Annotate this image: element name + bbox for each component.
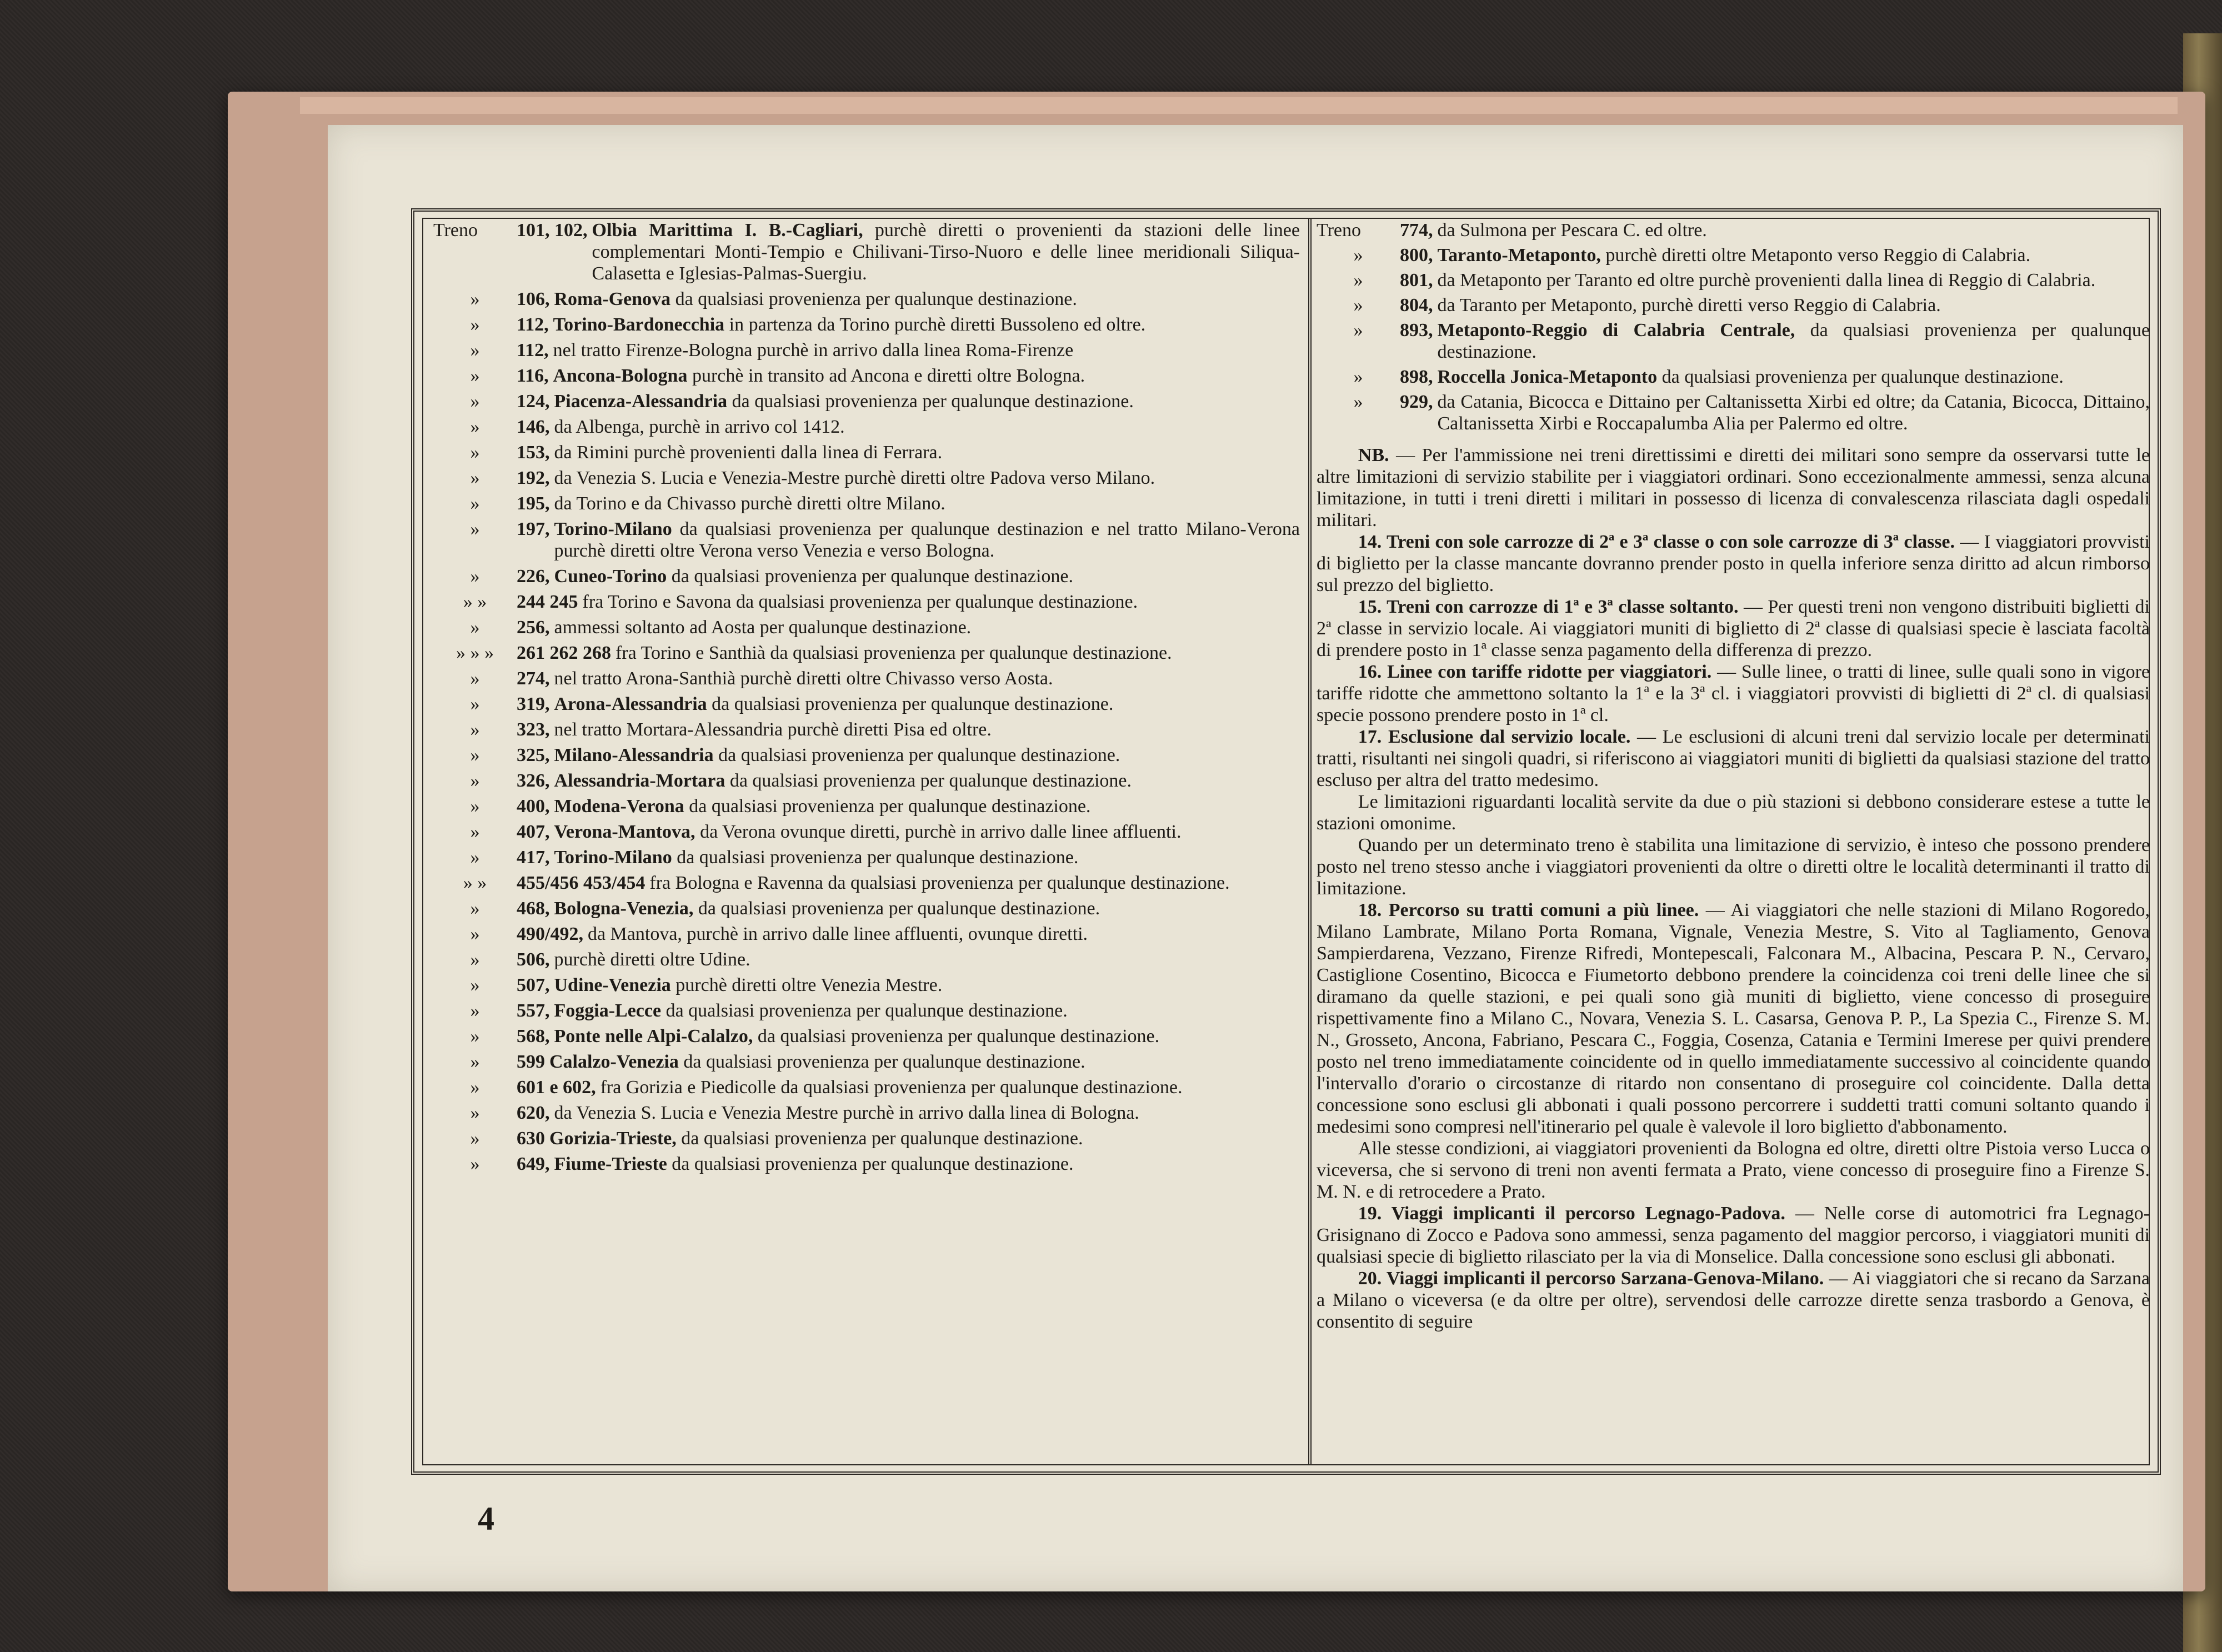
note-title: 14. Treni con sole carrozze di 2ª e 3ª classe o con sole carrozze di 3ª classe. (1358, 532, 1955, 552)
train-number: 568, (517, 1026, 550, 1047)
entry-description: da qualsiasi provenienza per qualunque destinazione. (678, 1052, 1085, 1072)
entry-lead: » (1353, 320, 1363, 341)
train-number: 261 262 268 (517, 643, 611, 663)
right-column-entries (1317, 219, 2150, 434)
entry-description: da Albenga, purchè in arrivo col 1412. (554, 417, 845, 437)
train-number: 319, (517, 694, 550, 714)
entry-description: da Catania, Bicocca e Dittaino per Caltanissetta Xirbi ed oltre; da Catania, Bicocca, Dittaino, Caltanissetta Xirbi e Roccapalumba Alia per Palermo ed oltre. (1437, 392, 2150, 434)
timetable-entry (433, 339, 1300, 361)
entry-description: da qualsiasi provenienza per qualunque destinazione. (713, 745, 1120, 765)
note-paragraph (1317, 899, 2150, 1138)
entry-text (554, 391, 1300, 412)
entry-description: da qualsiasi provenienza per qualunque destinazione. (667, 566, 1073, 587)
entry-lead: » » » (456, 643, 494, 663)
entry-text (649, 872, 1300, 894)
entry-description: ammessi soltanto ad Aosta per qualunque destinazione. (554, 617, 972, 638)
entry-description: purchè diretti oltre Udine. (554, 949, 750, 970)
timetable-entry (433, 1153, 1300, 1175)
entry-text (592, 219, 1300, 284)
route-name: Milano-Alessandria (554, 745, 714, 765)
entry-text (554, 898, 1300, 919)
entry-text (554, 565, 1300, 587)
entry-text (554, 1153, 1300, 1175)
entry-lead: » (470, 417, 480, 437)
timetable-entry (433, 744, 1300, 766)
train-number: 226, (517, 566, 550, 587)
timetable-entry (433, 1025, 1300, 1047)
timetable-entry (433, 314, 1300, 336)
entry-description: da qualsiasi provenienza per qualunque destinazione. (670, 289, 1077, 309)
entry-description: fra Torino e Santhià da qualsiasi provenienza per qualunque destinazione. (615, 643, 1172, 663)
train-number: 106, (517, 289, 550, 309)
entry-lead: » (470, 975, 480, 995)
entry-lead: » » (463, 592, 487, 612)
train-number: 112, (517, 340, 549, 361)
route-name: Olbia Marittima I. B.-Cagliari, (592, 220, 863, 241)
entry-description: da qualsiasi provenienza per qualunque destinazione. (1437, 320, 2150, 362)
train-number: 455/456 453/454 (517, 873, 645, 893)
route-name: Taranto-Metaponto, (1437, 245, 1601, 266)
timetable-entry (433, 518, 1300, 562)
note-paragraph (1317, 661, 2150, 726)
entry-description: da qualsiasi provenienza per qualunque destinazione. (725, 770, 1132, 791)
entry-lead: » (470, 1077, 480, 1098)
train-number: 929, (1400, 392, 1433, 412)
entry-description: da Mantova, purchè in arrivo dalle linee affluenti, ovunque diretti. (587, 924, 1088, 944)
entry-text (583, 591, 1300, 613)
left-column (433, 219, 1300, 1179)
note-text: — Ai viaggiatori che si recano da Sarzana a Milano o viceversa (e da oltre per oltre), servendosi delle carrozze dirette senza trasbordo a Genova, è consentito di seguire (1317, 1268, 2150, 1332)
timetable-entry (433, 493, 1300, 514)
note-paragraph (1317, 1138, 2150, 1203)
entry-description: da qualsiasi provenienza per qualunque destinazione. (707, 694, 1114, 714)
entry-lead: » (1353, 295, 1363, 316)
entry-text (554, 974, 1300, 996)
timetable-entry (433, 391, 1300, 412)
route-name: Foggia-Lecce (554, 1000, 662, 1021)
entry-lead: » (470, 468, 480, 488)
entry-description: da qualsiasi provenienza per qualunque destinazione. (753, 1026, 1160, 1047)
train-number: 112, (517, 314, 549, 335)
entry-description: in partenza da Torino purchè diretti Bussoleno ed oltre. (724, 314, 1146, 335)
entry-text (554, 949, 1300, 970)
train-number: 774, (1400, 220, 1433, 241)
entry-text (588, 923, 1300, 945)
entry-lead: » (470, 519, 480, 539)
entry-description: purchè in transito ad Ancona e diretti oltre Bologna. (687, 366, 1085, 386)
entry-text (554, 442, 1300, 463)
entry-description: nel tratto Mortara-Alessandria purchè diretti Pisa ed oltre. (554, 719, 992, 740)
entry-text (554, 719, 1300, 740)
route-name: Torino-Bardonecchia (553, 314, 725, 335)
timetable-entry (433, 847, 1300, 868)
entry-lead: » (470, 745, 480, 765)
entry-description: da qualsiasi provenienza per qualunque destinazione. (727, 391, 1134, 412)
entry-lead: » (470, 340, 480, 361)
train-number: 468, (517, 898, 550, 919)
route-name: Piacenza-Alessandria (554, 391, 728, 412)
entry-text (554, 1025, 1300, 1047)
note-text: — Per l'ammissione nei treni direttissimi e diretti dei militari sono sempre da osservarsi tutte le altre limitazioni di servizio stabilite per i viaggiatori ordinari. Sono eccezionalmente ammessi, senza alcuna limitazione, in tutti i treni diretti i militari in possesso di licenza di convalescenza rilasciata dagli ospedali militari. (1317, 445, 2150, 530)
entry-text (554, 1102, 1300, 1124)
train-number: 800, (1400, 245, 1433, 266)
timetable-entry (1317, 269, 2150, 291)
note-text: Quando per un determinato treno è stabilita una limitazione di servizio, è inteso che possono prendere posto nel treno stesso anche i viaggiatori provenienti da oltre o diretti oltre le località determinanti il tratto di limitazione. (1317, 835, 2150, 899)
entry-text (1438, 391, 2150, 434)
entry-description: da Torino e da Chivasso purchè diretti oltre Milano. (554, 493, 945, 514)
entry-text (1438, 294, 2150, 316)
entry-text (554, 288, 1300, 310)
note-paragraph (1317, 596, 2150, 661)
timetable-entry (1317, 319, 2150, 363)
timetable-entry (433, 565, 1300, 587)
entry-text (1438, 269, 2150, 291)
entry-description: da qualsiasi provenienza per qualunque destinazione. (1657, 367, 2064, 387)
train-number: 326, (517, 770, 550, 791)
train-number: 557, (517, 1000, 550, 1021)
timetable-entry (1317, 219, 2150, 241)
entry-lead: » (470, 493, 480, 514)
entry-lead: » (470, 1052, 480, 1072)
entry-lead: » (470, 391, 480, 412)
entry-lead: » (470, 847, 480, 868)
train-number: 256, (517, 617, 550, 638)
note-title: 15. Treni con carrozze di 1ª e 3ª classe soltanto. (1358, 597, 1739, 617)
train-number: 599 (517, 1052, 545, 1072)
entry-description: da qualsiasi provenienza per qualunque destinazione. (661, 1000, 1068, 1021)
entry-lead: » (470, 924, 480, 944)
entry-text (615, 642, 1300, 664)
entry-lead: » (1353, 392, 1363, 412)
entry-text (554, 416, 1300, 438)
entry-description: da Sulmona per Pescara C. ed oltre. (1437, 220, 1707, 241)
entry-lead: » (470, 949, 480, 970)
train-number: 146, (517, 417, 550, 437)
train-number: 244 245 (517, 592, 578, 612)
timetable-entry (433, 974, 1300, 996)
entry-lead: » (470, 1026, 480, 1047)
train-number: 325, (517, 745, 550, 765)
entry-description: purchè diretti oltre Metaponto verso Reggio di Calabria. (1600, 245, 2031, 266)
route-name: Roccella Jonica-Metaponto (1437, 367, 1658, 387)
timetable-entry (433, 923, 1300, 945)
route-name: Arona-Alessandria (554, 694, 707, 714)
route-name: Torino-Milano (554, 847, 672, 868)
train-number: 490/492, (517, 924, 583, 944)
entry-text (549, 1128, 1300, 1149)
entry-lead: » (470, 366, 480, 386)
timetable-entry (433, 467, 1300, 489)
timetable-entry (1317, 294, 2150, 316)
timetable-entry (433, 617, 1300, 638)
timetable-entry (433, 1102, 1300, 1124)
entry-text (1438, 244, 2150, 266)
entry-text (554, 795, 1300, 817)
train-number: 400, (517, 796, 550, 817)
train-number: 124, (517, 391, 550, 412)
train-number: 323, (517, 719, 550, 740)
route-name: Ponte nelle Alpi-Calalzo, (554, 1026, 753, 1047)
entry-description: da qualsiasi provenienza per qualunque destinazione. (676, 1128, 1083, 1149)
note-title: 17. Esclusione dal servizio locale. (1358, 727, 1631, 747)
timetable-entry (433, 795, 1300, 817)
train-number: 620, (517, 1103, 550, 1123)
timetable-entry (1317, 366, 2150, 388)
entry-text (554, 693, 1300, 715)
train-number: 417, (517, 847, 550, 868)
entry-lead: » (470, 668, 480, 689)
route-name: Verona-Mantova, (554, 822, 695, 842)
timetable-entry (433, 872, 1300, 894)
note-text: Le limitazioni riguardanti località servite da due o più stazioni si debbono considerare estese a tutte le stazioni omonime. (1317, 792, 2150, 834)
train-number: 407, (517, 822, 550, 842)
timetable-entry (433, 668, 1300, 689)
route-name: Cuneo-Torino (554, 566, 667, 587)
note-title: 20. Viaggi implicanti il percorso Sarzana-Genova-Milano. (1358, 1268, 1824, 1289)
timetable-entry (433, 219, 1300, 284)
note-text: — I viaggiatori provvisti di biglietto per la classe mancante dovranno prender posto in quella inferiore senza diritto ad alcun rimborso sul prezzo del biglietto. (1317, 532, 2150, 595)
timetable-entry (433, 949, 1300, 970)
entry-description: da Taranto per Metaponto, purchè diretti verso Reggio di Calabria. (1437, 295, 1941, 316)
entry-lead: » (470, 566, 480, 587)
route-name: Metaponto-Reggio di Calabria Centrale, (1437, 320, 1795, 341)
note-paragraph (1317, 834, 2150, 899)
timetable-entry (433, 416, 1300, 438)
entry-text (1438, 366, 2150, 388)
timetable-entry (433, 693, 1300, 715)
entry-description: da qualsiasi provenienza per qualunque destinazion e nel tratto Milano-Verona purchè diretti oltre Verona verso Venezia e verso Bologna. (554, 519, 1300, 561)
route-name: Gorizia-Trieste, (549, 1128, 677, 1149)
entry-lead: » (470, 796, 480, 817)
entry-lead: » » (463, 873, 487, 893)
entry-lead: » (470, 719, 480, 740)
timetable-entry (433, 898, 1300, 919)
entry-description: da qualsiasi provenienza per qualunque destinazione. (684, 796, 1091, 817)
entry-lead: » (470, 898, 480, 919)
entry-text (553, 365, 1300, 387)
entry-lead: » (470, 1000, 480, 1021)
route-name: Alessandria-Mortara (554, 770, 725, 791)
route-name: Ancona-Bologna (553, 366, 688, 386)
note-text: — Ai viaggiatori che nelle stazioni di Milano Rogoredo, Milano Lambrate, Milano Porta Romana, Vignale, Venezia Mestre, S. Vito al Tagliamento, Genova Sampierdarena, Vezzano, Firenze Rifredi, Montepescali, Falconara M., Albacina, Pescara P. N., Cervaro, Castiglione Cosentino, Bicocca e Fiumetorto debbono prendere la coincidenza coi treni delle linee che si diramano da quelle stazioni, e pei quali sono già muniti di biglietto, viene concesso di proseguire rispettivamente fino a Milano C., Novara, Venezia S. L. Casarsa, Genova P. P., La Spezia C., Firenze S. M. N., Grosseto, Ancona, Fabriano, Pescara C., Foggia, Cosenza, Catania e Termini Imerese per quivi prendere posto nel treno immediatamente coincidente od in quello immediatamente successivo al coincidente quando l'intervallo d'orario o circostanze di ritardo non consentano di proseguire col coincidente. Dalla detta concessione sono esclusi gli abbonati i quali possono percorrere i suddetti tratti comuni soltanto quando i medesimi sono compresi nell'itinerario pel quale è valevole il loro biglietto d'abbonamento. (1317, 900, 2150, 1137)
book-cover-edge (300, 97, 2178, 114)
entry-description: da Rimini purchè provenienti dalla linea di Ferrara. (554, 442, 943, 463)
timetable-entry (433, 365, 1300, 387)
entry-lead: » (470, 442, 480, 463)
entry-lead: » (470, 617, 480, 638)
entry-text (554, 668, 1300, 689)
entry-lead: » (470, 1103, 480, 1123)
timetable-entry (433, 442, 1300, 463)
note-paragraph (1317, 531, 2150, 596)
entry-description: nel tratto Firenze-Bologna purchè in arrivo dalla linea Roma-Firenze (553, 340, 1074, 361)
entry-description: purchè diretti oltre Venezia Mestre. (670, 975, 943, 995)
entry-lead: Treno (1317, 220, 1361, 241)
entry-text (600, 1077, 1300, 1098)
entry-lead: » (470, 314, 480, 335)
train-number: 601 e 602, (517, 1077, 596, 1098)
note-text: — Nelle corse di automotrici fra Legnago-Grisignano di Zocco e Padova sono ammessi, senza pagamento del maggior percorso, i viaggiatori muniti di qualsiasi specie di biglietto rilasciato per la via di Monselice. Dalla concessione sono esclusi gli abbonati. (1317, 1203, 2150, 1267)
note-text: Alle stesse condizioni, ai viaggiatori provenienti da Bologna ed oltre, diretti oltre Pistoia verso Lucca o viceversa, che si servono di treni non aventi fermata a Prato, viene concesso di proseguire fino a Firenze S. M. N. e di retrocedere a Prato. (1317, 1138, 2150, 1202)
note-paragraph (1317, 726, 2150, 791)
train-number: 195, (517, 493, 550, 514)
entry-text (553, 314, 1300, 336)
entry-text (554, 467, 1300, 489)
entry-lead: » (470, 1154, 480, 1174)
entry-text (554, 518, 1300, 562)
entry-description: da Venezia S. Lucia e Venezia Mestre purchè in arrivo dalla linea di Bologna. (554, 1103, 1139, 1123)
right-column (1317, 219, 2150, 1333)
entry-text (1438, 319, 2150, 363)
column-divider (1308, 218, 1312, 1465)
entry-text (554, 744, 1300, 766)
entry-lead: » (470, 289, 480, 309)
entry-text (554, 1000, 1300, 1022)
entry-description: da qualsiasi provenienza per qualunque destinazione. (667, 1154, 1074, 1174)
entry-description: da Venezia S. Lucia e Venezia-Mestre purchè diretti oltre Padova verso Milano. (554, 468, 1155, 488)
entry-lead: » (470, 694, 480, 714)
timetable-entry (433, 719, 1300, 740)
route-name: Calalzo-Venezia (549, 1052, 679, 1072)
timetable-entry (433, 770, 1300, 792)
train-number: 804, (1400, 295, 1433, 316)
entry-lead: » (1353, 367, 1363, 387)
entry-description: fra Gorizia e Piedicolle da qualsiasi provenienza per qualunque destinazione. (600, 1077, 1183, 1098)
entry-text (554, 847, 1300, 868)
entry-lead: Treno (433, 220, 478, 241)
entry-description: fra Torino e Savona da qualsiasi provenienza per qualunque destinazione. (582, 592, 1138, 612)
train-number: 893, (1400, 320, 1433, 341)
timetable-entry (433, 1000, 1300, 1022)
route-name: Roma-Genova (554, 289, 671, 309)
entry-description: fra Bologna e Ravenna da qualsiasi provenienza per qualunque destinazione. (649, 873, 1230, 893)
route-name: Udine-Venezia (554, 975, 671, 995)
timetable-entry (1317, 391, 2150, 434)
entry-text (554, 617, 1300, 638)
entry-text (554, 493, 1300, 514)
note-paragraph (1317, 1203, 2150, 1268)
entry-text (549, 1051, 1300, 1073)
entry-text (554, 821, 1300, 843)
timetable-entry (433, 288, 1300, 310)
train-number: 630 (517, 1128, 545, 1149)
note-paragraph (1317, 791, 2150, 834)
note-title: NB. (1358, 445, 1389, 465)
timetable-entry (1317, 244, 2150, 266)
note-text: — Per questi treni non vengono distribuiti biglietti di 2ª classe in servizio locale. Ai viaggiatori muniti di biglietto di 2ª classe di qualsiasi specie è lasciata facoltà di prendere posto in 1ª classe senza pagamento della differenza di prezzo. (1317, 597, 2150, 660)
train-number: 274, (517, 668, 550, 689)
entry-lead: » (470, 770, 480, 791)
entry-description: da qualsiasi provenienza per qualunque destinazione. (693, 898, 1100, 919)
train-number: 649, (517, 1154, 550, 1174)
entry-lead: » (470, 1128, 480, 1149)
page-number: 4 (478, 1500, 494, 1537)
right-column-notes (1317, 444, 2150, 1333)
note-title: 18. Percorso su tratti comuni a più linee. (1358, 900, 1699, 920)
train-number: 197, (517, 519, 550, 539)
route-name: Torino-Milano (554, 519, 672, 539)
timetable-entry (433, 821, 1300, 843)
note-title: 19. Viaggi implicanti il percorso Legnago-Padova. (1358, 1203, 1785, 1224)
timetable-entry (433, 1128, 1300, 1149)
entry-description: da Metaponto per Taranto ed oltre purchè provenienti dalla linea di Reggio di Calabria. (1437, 270, 2096, 291)
note-paragraph (1317, 1268, 2150, 1333)
entry-description: purchè diretti o provenienti da stazioni delle linee complementari Monti-Tempio e Chilivani-Tirso-Nuoro e delle linee meridionali Siliqua-Calasetta e Iglesias-Palmas-Suergiu. (592, 220, 1300, 284)
entry-text (1438, 219, 2150, 241)
train-number: 153, (517, 442, 550, 463)
train-number: 192, (517, 468, 550, 488)
train-number: 507, (517, 975, 550, 995)
timetable-entry (433, 1051, 1300, 1073)
train-number: 801, (1400, 270, 1433, 291)
note-title: 16. Linee con tariffe ridotte per viaggiatori. (1358, 662, 1712, 682)
train-number: 506, (517, 949, 550, 970)
entry-description: da qualsiasi provenienza per qualunque destinazione. (672, 847, 1079, 868)
route-name: Fiume-Trieste (554, 1154, 667, 1174)
note-text: — Sulle linee, o tratti di linee, sulle quali sono in vigore tariffe ridotte che ammettono soltanto la 1ª e la 3ª cl. i viaggiatori provvisti di biglietti di 2ª cl. di qualsiasi specie possono prendere posto in 1ª cl. (1317, 662, 2150, 725)
train-number: 898, (1400, 367, 1433, 387)
train-number: 116, (517, 366, 549, 386)
route-name: Bologna-Venezia, (554, 898, 694, 919)
timetable-entry (433, 642, 1300, 664)
entry-lead: » (1353, 270, 1363, 291)
note-text: — Le esclusioni di alcuni treni dal servizio locale per determinati tratti, risultanti nei singoli quadri, si riferiscono ai viaggiatori muniti di biglietti da qualsiasi stazione del tratto escluso per altra del tratto medesimo. (1317, 727, 2150, 790)
timetable-entry (433, 1077, 1300, 1098)
entry-description: nel tratto Arona-Santhià purchè diretti oltre Chivasso verso Aosta. (554, 668, 1053, 689)
entry-lead: » (470, 822, 480, 842)
entry-text (554, 770, 1300, 792)
entry-text (553, 339, 1300, 361)
entry-description: da Verona ovunque diretti, purchè in arrivo dalle linee affluenti. (695, 822, 1182, 842)
timetable-entry (433, 591, 1300, 613)
train-number: 101, 102, (517, 220, 588, 241)
entry-lead: » (1353, 245, 1363, 266)
route-name: Modena-Verona (554, 796, 684, 817)
note-paragraph (1317, 444, 2150, 531)
